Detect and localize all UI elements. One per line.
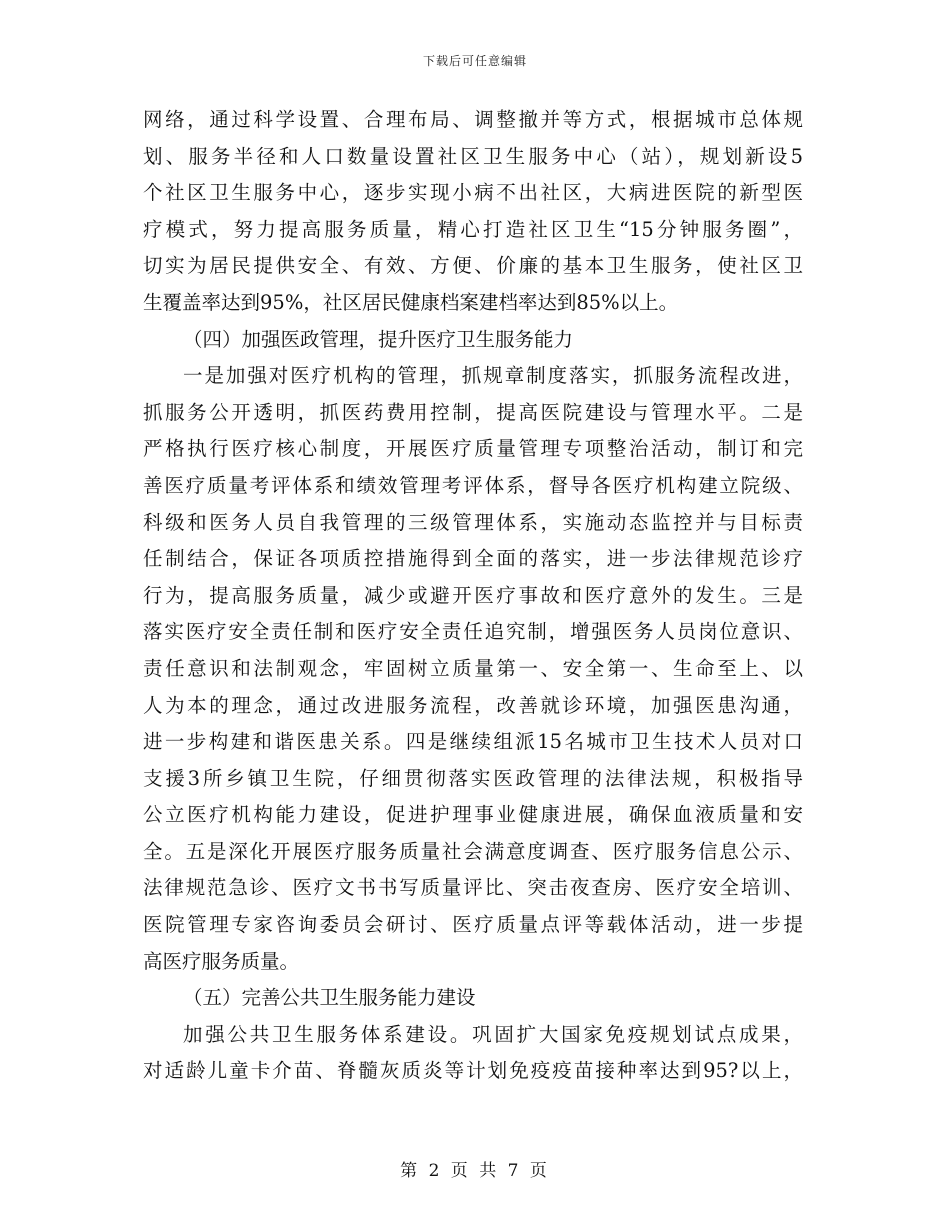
body-line: 人为本的理念，通过改进服务流程，改善就诊环境，加强医患沟通， (143, 693, 803, 717)
body-line: 切实为居民提供安全、有效、方便、价廉的基本卫生服务，使社区卫 (143, 254, 803, 278)
body-line: 医院管理专家咨询委员会研讨、医疗质量点评等载体活动，进一步提 (143, 913, 803, 937)
body-line: 责任意识和法制观念，牢固树立质量第一、安全第一、生命至上、以 (143, 656, 803, 680)
body-line: 进一步构建和谐医患关系。四是继续组派15名城市卫生技术人员对口 (143, 730, 803, 754)
section-heading: （五）完善公共卫生服务能力建设 (183, 986, 476, 1010)
body-line: 生覆盖率达到95%，社区居民健康档案建档率达到85%以上。 (143, 290, 679, 314)
body-line: 法律规范急诊、医疗文书书写质量评比、突击夜查房、医疗安全培训、 (143, 876, 803, 900)
body-line: 对适龄儿童卡介苗、脊髓灰质炎等计划免疫疫苗接种率达到95?以上， (143, 1059, 803, 1083)
body-line: 行为，提高服务质量，减少或避开医疗事故和医疗意外的发生。三是 (143, 583, 803, 607)
paragraph-first-line: 一是加强对医疗机构的管理，抓规章制度落实，抓服务流程改进， (183, 364, 803, 388)
body-line: 支援3所乡镇卫生院，仔细贯彻落实医政管理的法律法规，积极指导 (143, 766, 803, 790)
section-heading: （四）加强医政管理，提升医疗卫生服务能力 (183, 327, 574, 351)
body-line: 公立医疗机构能力建设，促进护理事业健康进展，确保血液质量和安 (143, 803, 803, 827)
body-line: 网络，通过科学设置、合理布局、调整撤并等方式，根据城市总体规 (143, 108, 803, 131)
paragraph-first-line: 加强公共卫生服务体系建设。巩固扩大国家免疫规划试点成果， (183, 1022, 803, 1046)
body-line: 高医疗服务质量。 (143, 949, 300, 973)
header-note: 下载后可任意编辑 (422, 54, 527, 68)
body-line: 抓服务公开透明，抓医药费用控制，提高医院建设与管理水平。二是 (143, 400, 803, 424)
body-line: 科级和医务人员自我管理的三级管理体系，实施动态监控并与目标责 (143, 510, 803, 534)
body-line: 严格执行医疗核心制度，开展医疗质量管理专项整治活动，制订和完 (143, 437, 803, 461)
body-line: 全。五是深化开展医疗服务质量社会满意度调查、医疗服务信息公示、 (143, 839, 803, 863)
body-line: 划、服务半径和人口数量设置社区卫生服务中心（站），规划新设5 (143, 144, 803, 168)
body-line: 疗模式，努力提高服务质量，精心打造社区卫生“15分钟服务圈”， (143, 217, 803, 241)
page-number: 第 2 页 共 7 页 (400, 1161, 550, 1181)
body-line: 任制结合，保证各项质控措施得到全面的落实，进一步法律规范诊疗 (143, 547, 803, 571)
body-line: 个社区卫生服务中心，逐步实现小病不出社区，大病进医院的新型医 (143, 181, 803, 205)
document-body (143, 102, 803, 1090)
body-line: 善医疗质量考评体系和绩效管理考评体系，督导各医疗机构建立院级、 (143, 473, 803, 497)
body-line: 落实医疗安全责任制和医疗安全责任追究制，增强医务人员岗位意识、 (143, 620, 803, 644)
